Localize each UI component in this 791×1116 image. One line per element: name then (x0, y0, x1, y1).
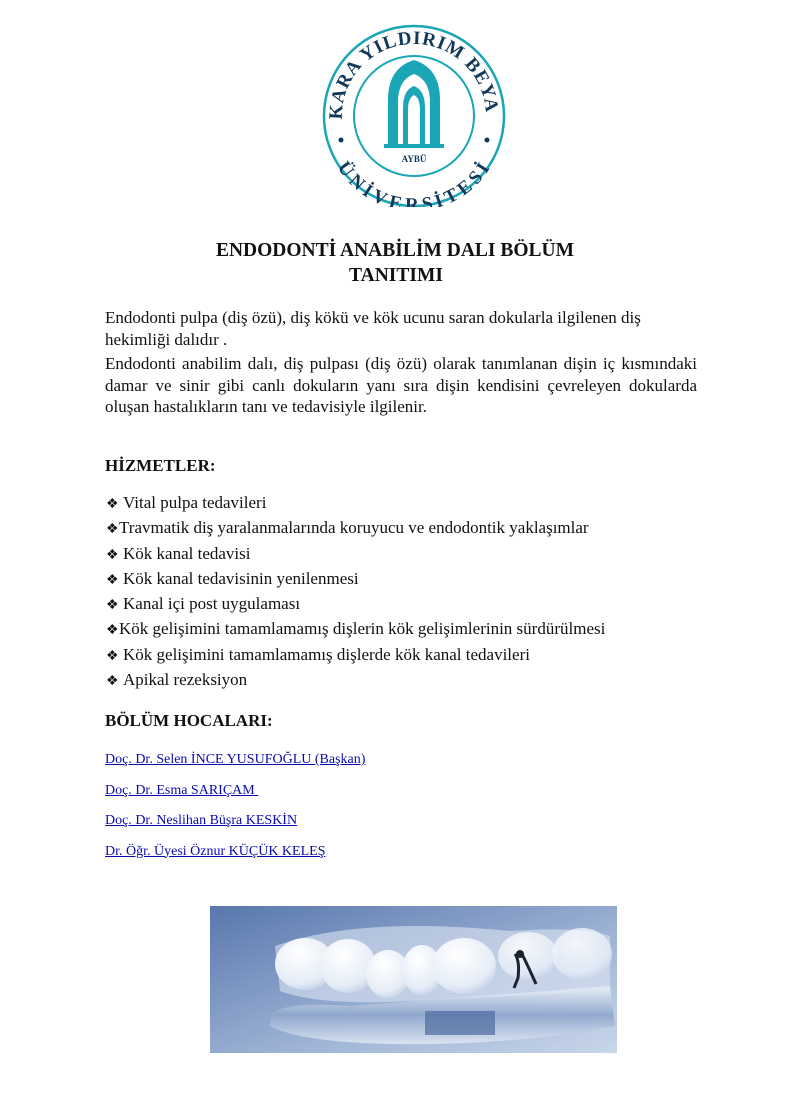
staff-link-selen-ince-yusufoglu[interactable]: Doç. Dr. Selen İNCE YUSUFOĞLU (Başkan) (105, 752, 366, 767)
staff-link-oznur-kucuk-keles[interactable]: Dr. Öğr. Üyesi Öznur KÜÇÜK KELEŞ (105, 843, 326, 859)
diamond-bullet-icon: ❖ (106, 674, 119, 690)
service-item: ❖Kök gelişimini tamamlamamış dişlerin kök gelişimlerinin sürdürülmesi (106, 616, 605, 641)
service-item: ❖ Kök gelişimini tamamlamamış dişlerde kök kanal tedavileri (106, 642, 605, 667)
diamond-bullet-icon: ❖ (106, 522, 119, 538)
title-line-2: TANITIMI (349, 265, 443, 286)
aybu-seal-icon (300, 22, 532, 207)
page-title (120, 238, 670, 288)
staff-heading: BÖLÜM HOCALARI: (105, 711, 273, 730)
diamond-bullet-icon: ❖ (106, 572, 119, 588)
teeth-image-icon (210, 906, 617, 1053)
dental-model-photo (210, 906, 617, 1053)
intro-paragraph-2: Endodonti anabilim dalı, diş pulpası (diş özü) olarak tanımlanan dişin iç kısmındaki damar ve sinir gibi canlı dokuların yanı sıra dişin kendisini çevreleyen dokularda oluşan hastalıkların tanı ve tedavisiyle ilgilenir. (105, 354, 697, 416)
service-item: ❖ Vital pulpa tedavileri (106, 490, 605, 515)
intro-paragraph-1: Endodonti pulpa (diş özü), diş kökü ve kök ucunu saran dokularla ilgilenen diş hekimliği dalıdır . (105, 308, 641, 349)
services-list (106, 490, 605, 692)
services-heading: HİZMETLER: (105, 456, 216, 475)
university-logo (300, 22, 532, 207)
service-item: ❖Travmatik diş yaralanmalarında koruyucu ve endodontik yaklaşımlar (106, 515, 605, 540)
staff-list (105, 752, 365, 874)
service-item: ❖ Apikal rezeksiyon (106, 667, 605, 692)
staff-link-neslihan-busra-keskin[interactable]: Doç. Dr. Neslihan Büşra KESKİN (105, 813, 298, 828)
diamond-bullet-icon: ❖ (106, 547, 119, 563)
logo-bottom-text: ÜNİVERSİTESİ (332, 157, 496, 207)
title-line-1: ENDODONTİ ANABİLİM DALI BÖLÜM (215, 240, 575, 261)
svg-text:ÜNİVERSİTESİ (333, 158, 495, 207)
staff-link-esma-saricam[interactable]: Doç. Dr. Esma SARIÇAM (105, 782, 259, 798)
logo-top-text: KARA YILDIRIM BEYA (325, 27, 503, 121)
logo-abbr: AYBÜ (401, 154, 427, 164)
service-item: ❖ Kök kanal tedavisi (106, 541, 605, 566)
service-item: ❖ Kök kanal tedavisinin yenilenmesi (106, 566, 605, 591)
diamond-bullet-icon: ❖ (106, 648, 119, 664)
service-item: ❖ Kanal içi post uygulaması (106, 591, 605, 616)
diamond-bullet-icon: ❖ (106, 623, 119, 639)
diamond-bullet-icon: ❖ (106, 497, 119, 512)
diamond-bullet-icon: ❖ (106, 598, 119, 614)
